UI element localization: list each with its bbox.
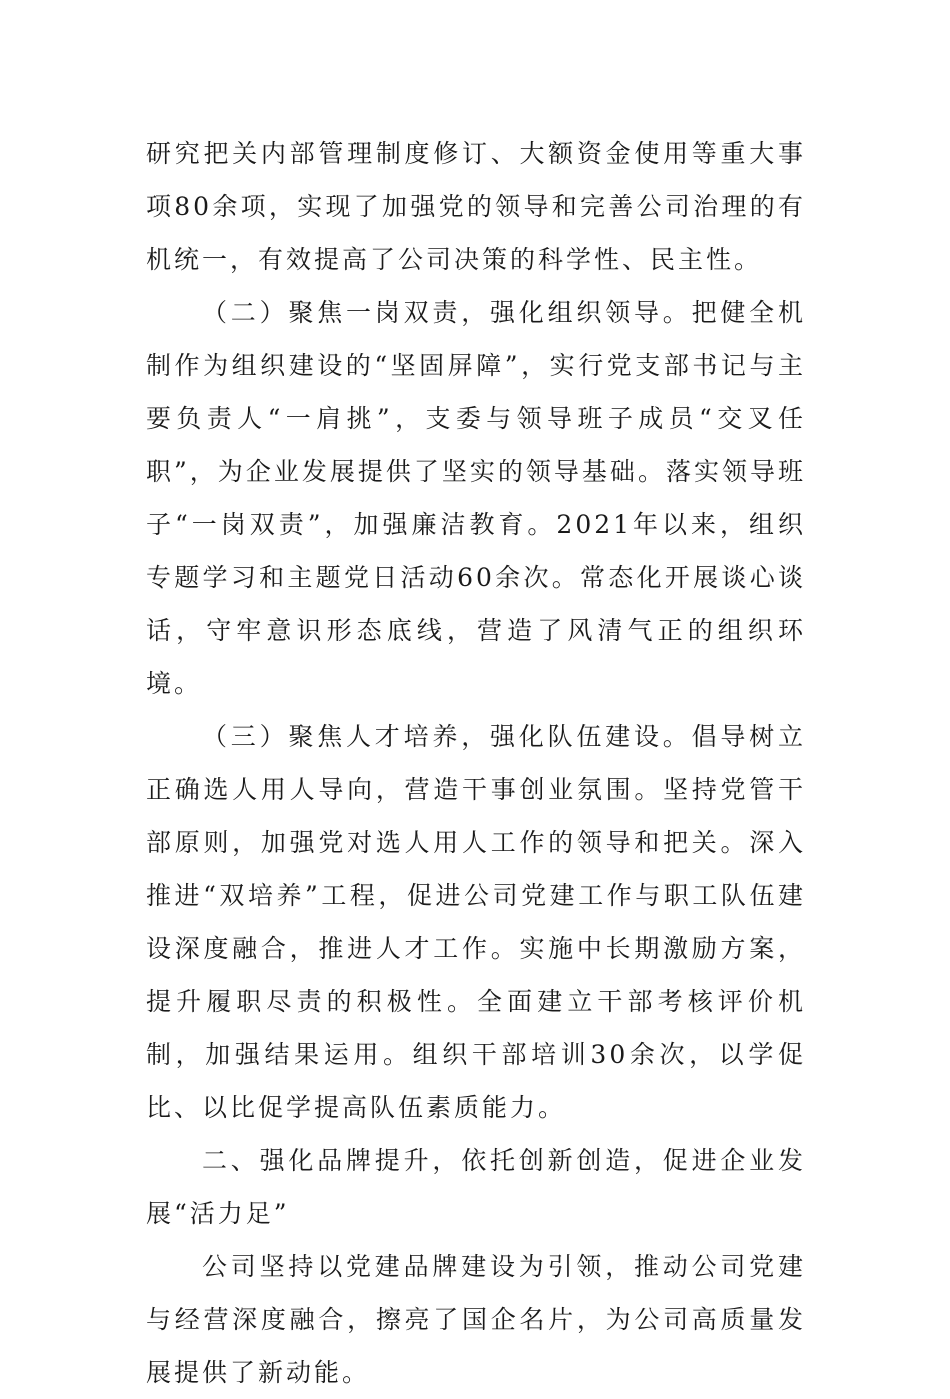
paragraph-brand: 公司坚持以党建品牌建设为引领，推动公司党建与经营深度融合，擦亮了国企名片，为公司高质量发展提供了新动能。 xyxy=(146,1252,806,1387)
paragraph-section-2: （二）聚焦一岗双责，强化组织领导。把健全机制作为组织建设的“坚固屏障”，实行党支部书记与主要负责人“一肩挑”，支委与领导班子成员“交叉任职”，为企业发展提供了坚实的领导基础。落实领导班子“一岗双责”，加强廉洁教育。2021年以来，组织专题学习和主题党日活动60余次。常态化开展谈心谈话，守牢意识形态底线，营造了风清气正的组织环境。 xyxy=(146,298,806,698)
paragraph-continuation: 研究把关内部管理制度修订、大额资金使用等重大事项80余项，实现了加强党的领导和完善公司治理的有机统一，有效提高了公司决策的科学性、民主性。 xyxy=(146,139,806,274)
paragraph-section-3: （三）聚焦人才培养，强化队伍建设。倡导树立正确选人用人导向，营造干事创业氛围。坚持党管干部原则，加强党对选人用人工作的领导和把关。深入推进“双培养”工程，促进公司党建工作与职工队伍建设深度融合，推进人才工作。实施中长期激励方案，提升履职尽责的积极性。全面建立干部考核评价机制，加强结果运用。组织干部培训30余次，以学促比、以比促学提高队伍素质能力。 xyxy=(146,722,806,1122)
body-text xyxy=(146,127,806,1399)
section-heading: 二、强化品牌提升，依托创新创造，促进企业发展“活力足” xyxy=(146,1146,806,1228)
